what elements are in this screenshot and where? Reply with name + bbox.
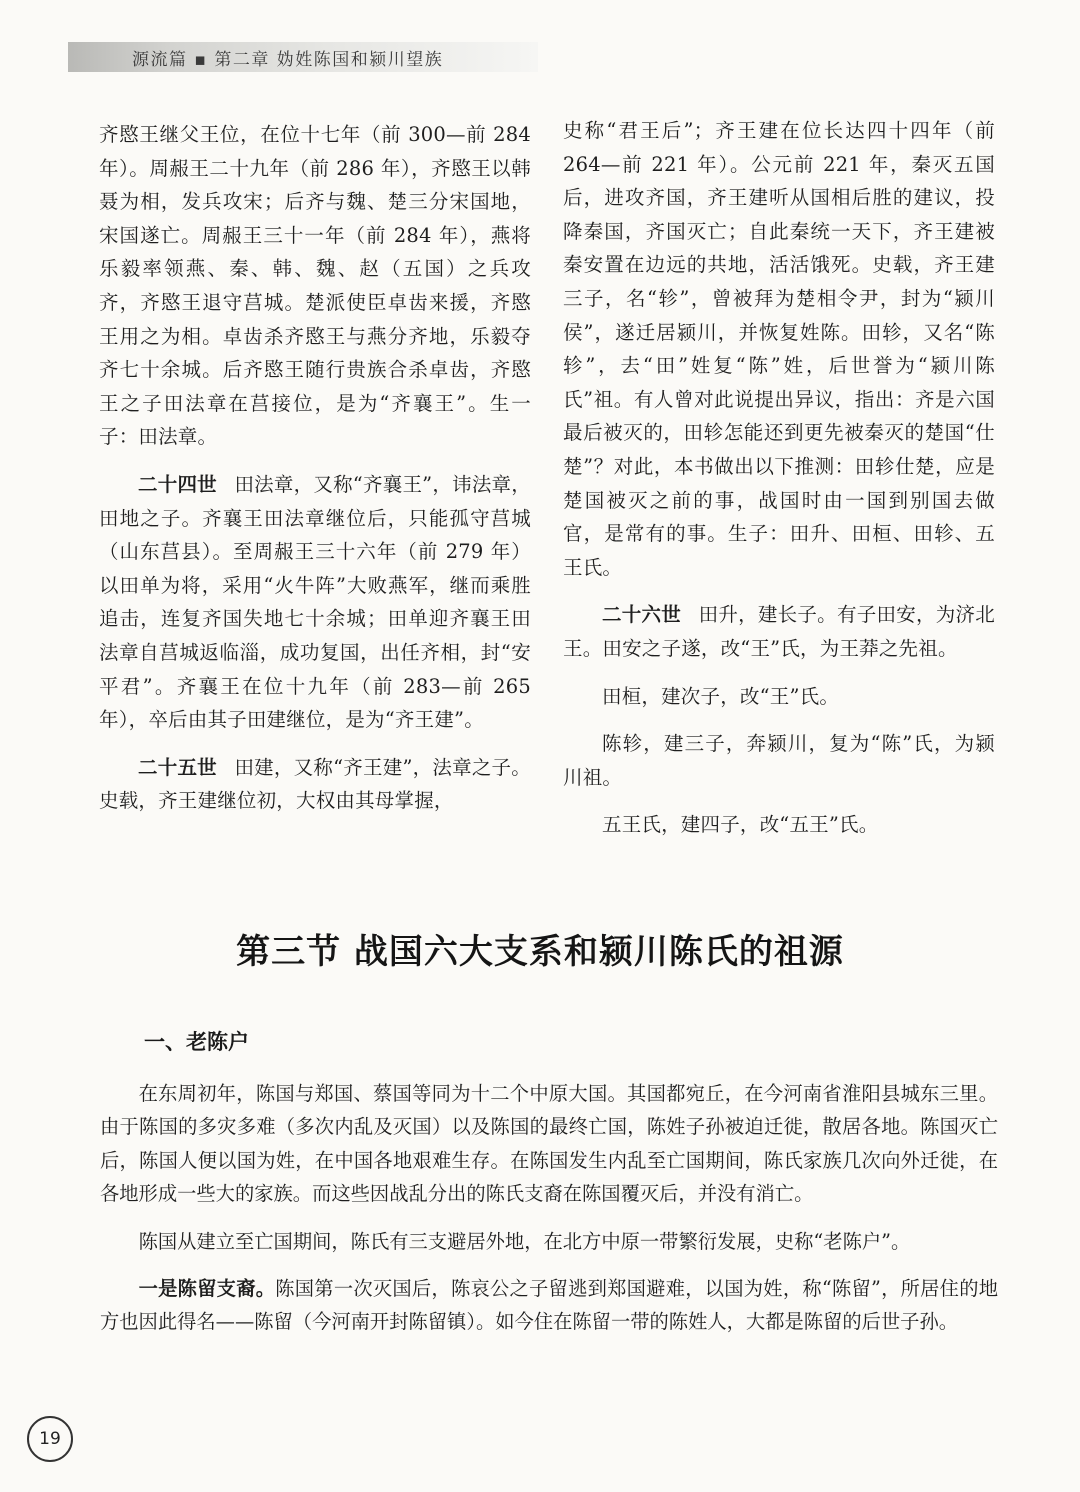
- generation-24-label: 二十四世: [138, 472, 217, 496]
- running-header: [68, 42, 538, 72]
- left-column: [99, 118, 531, 832]
- generation-24-paragraph: [99, 468, 531, 737]
- generation-26-label: 二十六世: [602, 603, 682, 627]
- right-paragraph-1: 史称“君王后”；齐王建在位长达四十四年（前 264—前 221 年）。公元前 221 年，秦灭五国后，进攻齐国，齐王建听从国相后胜的建议，投降秦国，齐国灭亡；自此秦统一天下，齐王建被秦安置在边远的共地，活活饿死。史载，齐王建三子，名“轸”，曾被拜为楚相令尹，封为“颍川侯”，遂迁居颍川，并恢复姓陈。田轸，又名“陈轸”，去“田”姓复“陈”姓，后世誉为“颍川陈氏”祖。有人曾对此说提出异议，指出：齐是六国最后被灭的，田轸怎能还到更先被秦灭的楚国“仕楚”？对此，本书做出以下推测：田轸仕楚，应是楚国被灭之前的事，战国时由一国到别国去做官，是常有的事。生子：田升、田桓、田轸、五王氏。: [563, 119, 995, 579]
- right-column: [563, 114, 995, 856]
- section-paragraph-3-text: 陈国第一次灭国后，陈哀公之子留逃到郑国避难，以国为姓，称“陈留”，所居住的地方也因此得名——陈留（今河南开封陈留镇）。如今住在陈留一带的陈姓人，大都是陈留的后世子孙。: [100, 1277, 998, 1334]
- generation-26-text: 田升，建长子。有子田安，为济北王。田安之子遂，改“王”氏，为王莽之先祖。: [563, 603, 995, 660]
- running-header-title: 源流篇 ▪ 第二章 妫姓陈国和颍川望族: [132, 49, 444, 70]
- section-body: [100, 1077, 998, 1353]
- section-paragraph-3: [100, 1272, 998, 1339]
- generation-26-paragraph: [563, 598, 995, 665]
- tianhuan-paragraph: 田桓，建次子，改“王”氏。: [602, 684, 840, 708]
- chenzhen-paragraph: 陈轸，建三子，奔颍川，复为“陈”氏，为颍川祖。: [563, 732, 995, 789]
- generation-25-paragraph: [99, 751, 531, 818]
- section-title: 第三节 战国六大支系和颍川陈氏的祖源: [236, 932, 844, 972]
- section-paragraph-3-lead: 一是陈留支裔。: [138, 1277, 276, 1301]
- subsection-title: 一、老陈户: [144, 1030, 249, 1054]
- generation-24-text: 田法章，又称“齐襄王”，讳法章，田地之子。齐襄王田法章继位后，只能孤守莒城（山东莒县）。至周赧王三十六年（前 279 年）以田单为将，采用“火牛阵”大败燕军，继而乘胜追击，连复齐国失地七十余城；田单迎齐襄王田法章自莒城返临淄，成功复国，出任齐相，封“安平君”。齐襄王在位十九年（前 283—前 265 年），卒后由其子田建继位，是为“齐王建”。: [99, 472, 531, 732]
- page-number: 19: [27, 1416, 73, 1462]
- left-paragraph-1: 齐愍王继父王位，在位十七年（前 300—前 284 年）。周赧王二十九年（前 286 年），齐愍王以韩聂为相，发兵攻宋；后齐与魏、楚三分宋国地，宋国遂亡。周赧王三十一年（前 284 年），燕将乐毅率领燕、秦、韩、魏、赵（五国）之兵攻齐，齐愍王退守莒城。楚派使臣卓齿来援，齐愍王用之为相。卓齿杀齐愍王与燕分齐地，乐毅夺齐七十余城。后齐愍王随行贵族合杀卓齿，齐愍王之子田法章在莒接位，是为“齐襄王”。生一子：田法章。: [99, 123, 531, 449]
- wuwang-paragraph: 五王氏，建四子，改“五王”氏。: [602, 813, 879, 837]
- section-paragraph-2: 陈国从建立至亡国期间，陈氏有三支避居外地，在北方中原一带繁衍发展，史称“老陈户”。: [138, 1229, 911, 1253]
- section-paragraph-1: 在东周初年，陈国与郑国、蔡国等同为十二个中原大国。其国都宛丘，在今河南省淮阳县城东三里。由于陈国的多灾多难（多次内乱及灭国）以及陈国的最终亡国，陈姓子孙被迫迁徙，散居各地。陈国灭亡后，陈国人便以国为姓，在中国各地艰难生存。在陈国发生内乱至亡国期间，陈氏家族几次向外迁徙，在各地形成一些大的家族。而这些因战乱分出的陈氏支裔在陈国覆灭后，并没有消亡。: [100, 1082, 998, 1206]
- generation-25-text: 田建，又称“齐王建”，法章之子。史载，齐王建继位初，大权由其母掌握，: [99, 755, 531, 813]
- generation-25-label: 二十五世: [138, 755, 217, 779]
